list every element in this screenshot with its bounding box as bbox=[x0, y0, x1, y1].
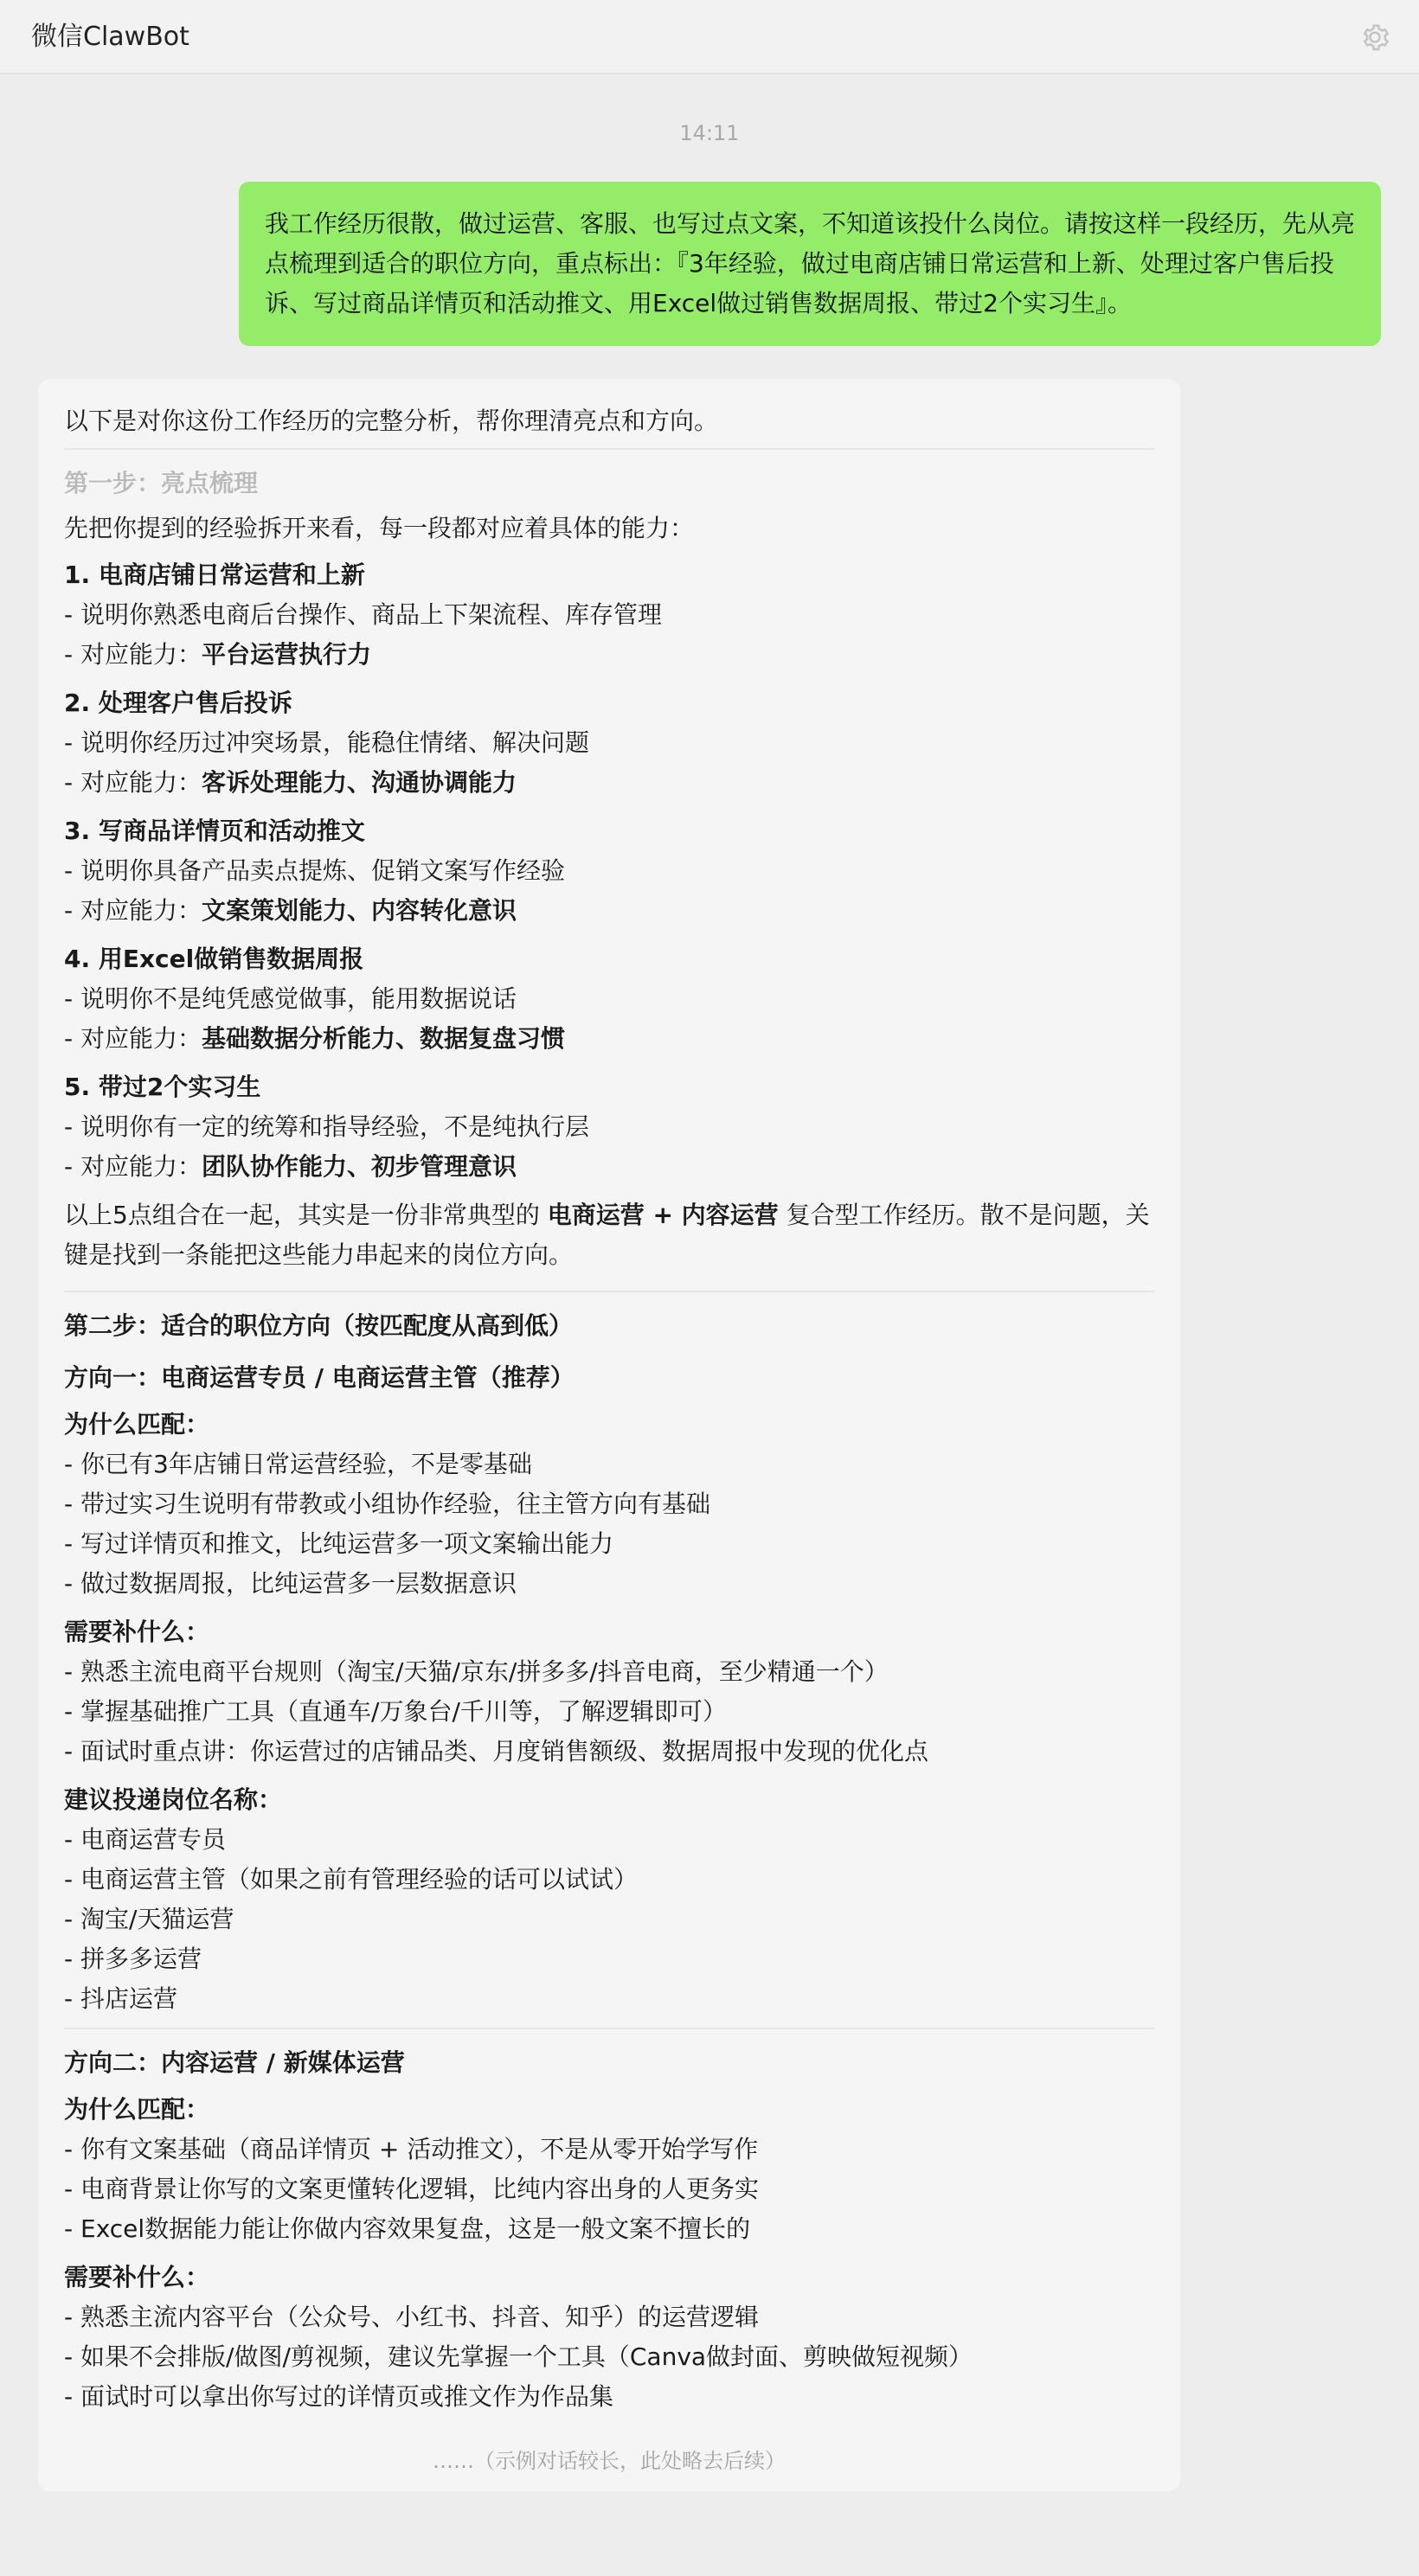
direction-need bbox=[64, 1612, 1154, 1772]
list-item: - 面试时可以拿出你写过的详情页或推文作为作品集 bbox=[64, 2382, 614, 2411]
direction-jobs bbox=[64, 1780, 1154, 2019]
step1-lead: 先把你提到的经验拆开来看，每一段都对应着具体的能力： bbox=[64, 514, 695, 542]
app-header bbox=[0, 0, 1419, 74]
highlight-item-ability bbox=[64, 763, 1154, 803]
ability-prefix: - 对应能力： bbox=[64, 896, 202, 925]
direction-title: 方向二：内容运营 / 新媒体运营 bbox=[64, 2048, 405, 2077]
list-item: - 抖店运营 bbox=[64, 1984, 178, 2013]
step2-title: 第二步：适合的职位方向（按匹配度从高到低） bbox=[64, 1311, 574, 1340]
list-item: - 如果不会排版/做图/剪视频，建议先掌握一个工具（Canva做封面、剪映做短视频） bbox=[64, 2342, 973, 2371]
ability-prefix: - 对应能力： bbox=[64, 1024, 202, 1053]
list-item: - 掌握基础推广工具（直通车/万象台/千川等，了解逻辑即可） bbox=[64, 1697, 727, 1726]
need-title: 需要补什么： bbox=[64, 1618, 210, 1646]
list-item: - 淘宝/天猫运营 bbox=[64, 1905, 234, 1933]
direction-why bbox=[64, 2090, 1154, 2249]
divider bbox=[64, 2028, 1154, 2029]
highlight-item-title: 4. 用Excel做销售数据周报 bbox=[64, 945, 364, 973]
step1-summary bbox=[64, 1195, 1154, 1275]
chat-title: 微信ClawBot bbox=[31, 22, 189, 52]
highlight-item bbox=[64, 683, 1154, 803]
highlight-item-ability bbox=[64, 891, 1154, 931]
list-item: - 带过实习生说明有带教或小组协作经验，往主管方向有基础 bbox=[64, 1490, 711, 1518]
ability-prefix: - 对应能力： bbox=[64, 640, 202, 669]
highlight-item-desc: - 说明你熟悉电商后台操作、商品上下架流程、库存管理 bbox=[64, 600, 663, 629]
highlight-item-desc: - 说明你具备产品卖点提炼、促销文案写作经验 bbox=[64, 856, 566, 885]
highlight-item bbox=[64, 939, 1154, 1059]
summary-text: 以上5点组合在一起，其实是一份非常典型的 bbox=[64, 1201, 548, 1229]
list-item: - 做过数据周报，比纯运营多一层数据意识 bbox=[64, 1569, 517, 1598]
why-title: 为什么匹配： bbox=[64, 2095, 210, 2124]
bot-message-card[interactable] bbox=[38, 379, 1180, 2491]
direction-title: 方向一：电商运营专员 / 电商运营主管（推荐） bbox=[64, 1363, 575, 1392]
list-item: - 你已有3年店铺日常运营经验，不是零基础 bbox=[64, 1450, 532, 1478]
highlight-item-title: 1. 电商店铺日常运营和上新 bbox=[64, 561, 365, 589]
list-item: - 拼多多运营 bbox=[64, 1945, 202, 1973]
ability-value: 客诉处理能力、沟通协调能力 bbox=[202, 768, 517, 797]
list-item: - 写过详情页和推文，比纯运营多一项文案输出能力 bbox=[64, 1529, 614, 1558]
divider bbox=[64, 448, 1154, 450]
ability-value: 文案策划能力、内容转化意识 bbox=[202, 896, 517, 925]
list-item: - 电商运营主管（如果之前有管理经验的话可以试试） bbox=[64, 1865, 639, 1894]
list-item: - Excel数据能力能让你做内容效果复盘，这是一般文案不擅长的 bbox=[64, 2214, 751, 2243]
highlight-item-desc: - 说明你不是纯凭感觉做事，能用数据说话 bbox=[64, 984, 517, 1013]
why-title: 为什么匹配： bbox=[64, 1410, 210, 1439]
highlight-item bbox=[64, 1067, 1154, 1187]
ability-value: 平台运营执行力 bbox=[202, 640, 372, 669]
summary-highlight: 电商运营 + 内容运营 bbox=[547, 1201, 779, 1229]
truncation-note: ……（示例对话较长，此处略去后续） bbox=[433, 2449, 786, 2473]
ability-prefix: - 对应能力： bbox=[64, 1152, 202, 1181]
list-item: - 电商背景让你写的文案更懂转化逻辑，比纯内容出身的人更务实 bbox=[64, 2175, 760, 2203]
list-item: - 你有文案基础（商品详情页 + 活动推文），不是从零开始学写作 bbox=[64, 2135, 759, 2163]
highlight-item-title: 2. 处理客户售后投诉 bbox=[64, 689, 292, 717]
direction-need bbox=[64, 2258, 1154, 2417]
list-item: - 电商运营专员 bbox=[64, 1825, 227, 1854]
divider bbox=[64, 1291, 1154, 1292]
jobs-title: 建议投递岗位名称： bbox=[64, 1785, 283, 1814]
summary-text: 复合型工作经历。散不是问题，关键是找到一条能把这些能力串起来的岗位方向。 bbox=[64, 1201, 1150, 1269]
highlight-item-ability bbox=[64, 1019, 1154, 1059]
ability-prefix: - 对应能力： bbox=[64, 768, 202, 797]
bot-intro: 以下是对你这份工作经历的完整分析，帮你理清亮点和方向。 bbox=[64, 407, 719, 435]
need-title: 需要补什么： bbox=[64, 2263, 210, 2291]
highlight-item-ability bbox=[64, 1147, 1154, 1187]
user-message-bubble[interactable]: 我工作经历很散，做过运营、客服、也写过点文案，不知道该投什么岗位。请按这样一段经历，先从亮点梳理到适合的职位方向，重点标出：『3年经验，做过电商店铺日常运营和上新、处理过客户售后投诉、写过商品详情页和活动推文、用Excel做过销售数据周报、带过2个实习生』。 bbox=[239, 182, 1381, 346]
list-item: - 熟悉主流电商平台规则（淘宝/天猫/京东/拼多多/抖音电商，至少精通一个） bbox=[64, 1657, 889, 1686]
highlight-item-desc: - 说明你经历过冲突场景，能稳住情绪、解决问题 bbox=[64, 728, 590, 757]
highlight-item-title: 5. 带过2个实习生 bbox=[64, 1073, 261, 1101]
gear-icon[interactable] bbox=[1358, 21, 1391, 54]
highlight-item bbox=[64, 811, 1154, 931]
direction-why bbox=[64, 1405, 1154, 1604]
highlight-item-ability bbox=[64, 635, 1154, 675]
step1-title: 第一步：亮点梳理 bbox=[64, 469, 259, 497]
highlight-item-desc: - 说明你有一定的统筹和指导经验，不是纯执行层 bbox=[64, 1112, 590, 1141]
message-timestamp: 14:11 bbox=[679, 121, 740, 145]
ability-value: 基础数据分析能力、数据复盘习惯 bbox=[202, 1024, 566, 1053]
list-item: - 面试时重点讲：你运营过的店铺品类、月度销售额级、数据周报中发现的优化点 bbox=[64, 1737, 929, 1765]
highlight-item bbox=[64, 555, 1154, 675]
list-item: - 熟悉主流内容平台（公众号、小红书、抖音、知乎）的运营逻辑 bbox=[64, 2303, 760, 2331]
highlight-item-title: 3. 写商品详情页和活动推文 bbox=[64, 817, 365, 845]
ability-value: 团队协作能力、初步管理意识 bbox=[202, 1152, 517, 1181]
